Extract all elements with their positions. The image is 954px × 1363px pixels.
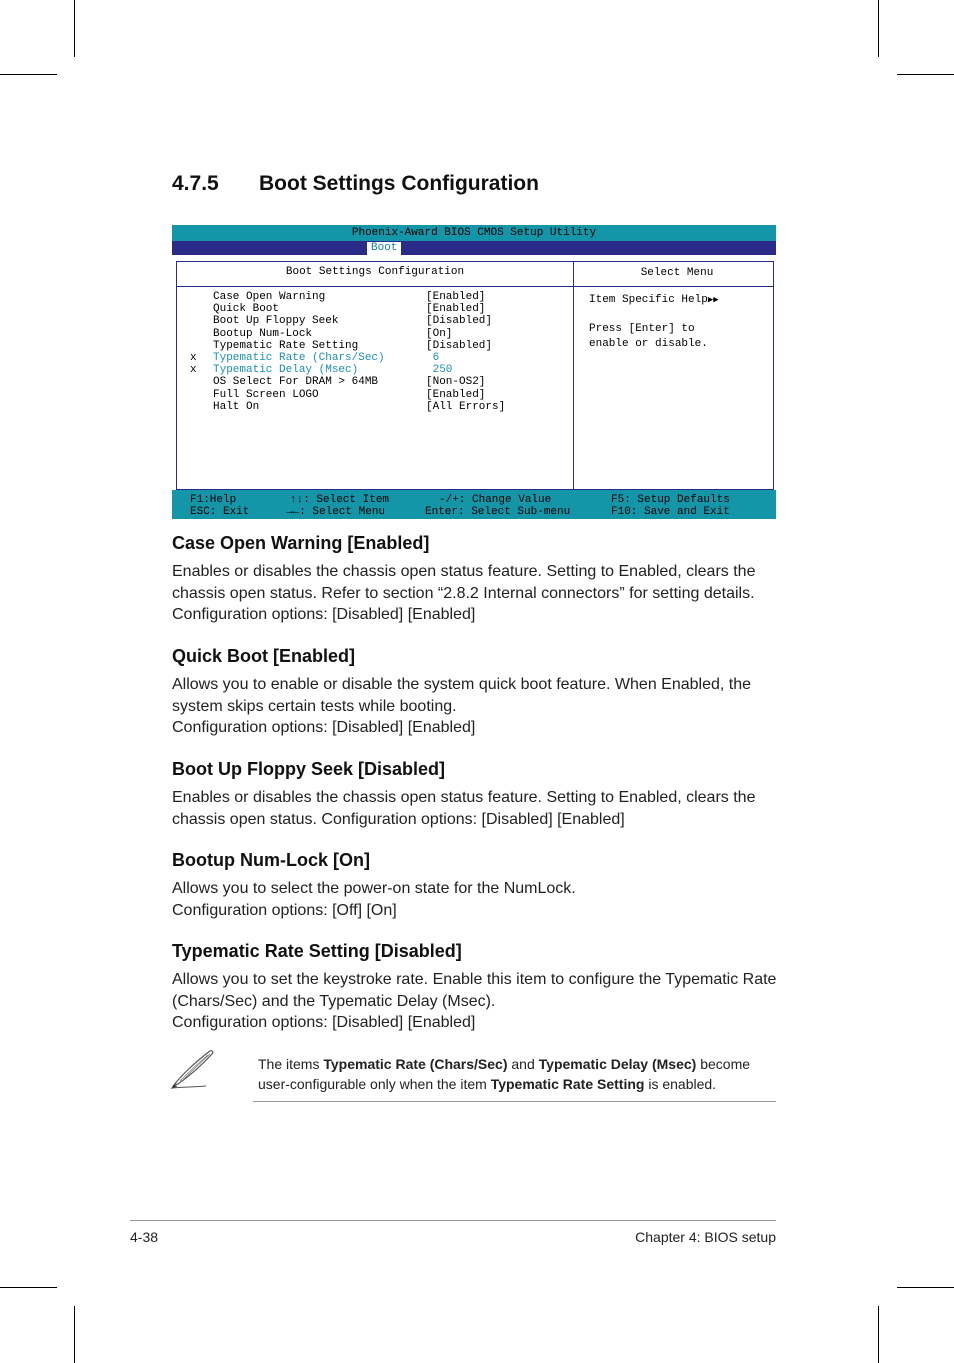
- crop-mark: [74, 1306, 75, 1363]
- bios-item-label: OS Select For DRAM > 64MB: [213, 376, 379, 389]
- key-select-item[interactable]: ↑↓: Select Item: [290, 494, 390, 506]
- bios-item-label: Case Open Warning: [213, 291, 326, 303]
- bios-item-label: Typematic Rate (Chars/Sec): [213, 352, 385, 364]
- key-setup-defaults[interactable]: F5: Setup Defaults: [611, 494, 730, 506]
- disabled-marker: x: [190, 364, 197, 377]
- desc-bootup-num-lock: Allows you to select the power-on state for the NumLock. Configuration options: [Off] [On]: [172, 880, 576, 919]
- heading-bootup-num-lock: Bootup Num-Lock [On]: [172, 850, 370, 870]
- desc-quick-boot: Allows you to enable or disable the system quick boot feature. When Enabled, the system skips certain tests while booting. Configuration options: [Disabled] [Enabled]: [172, 676, 752, 736]
- bios-item-label: Typematic Delay (Msec): [213, 364, 359, 377]
- bios-item-value[interactable]: [On]: [426, 327, 453, 340]
- bios-item-label: Typematic Rate Setting: [213, 339, 359, 352]
- key-save-exit[interactable]: F10: Save and Exit: [611, 506, 730, 518]
- bios-item-label: Full Screen LOGO: [213, 388, 319, 401]
- desc-case-open-warning: Enables or disables the chassis open status feature. Setting to Enabled, clears the chassis open status. Refer to section “2.8.2 Internal connectors” for setting details. Configuration options: [Disabled] [Enabled]: [172, 563, 756, 623]
- bios-screen: [172, 225, 776, 519]
- double-arrow-icon: ▶▶: [707, 295, 719, 305]
- key-select-menu[interactable]: →←: Select Menu: [286, 506, 386, 518]
- heading-quick-boot: Quick Boot [Enabled]: [172, 646, 356, 666]
- help-line-1: Item Specific Help▶▶: [589, 294, 719, 306]
- page-number: 4-38: [130, 1229, 159, 1245]
- heading-typematic-rate-setting: Typematic Rate Setting [Disabled]: [172, 941, 462, 961]
- bios-footer: [172, 490, 776, 519]
- bios-item-label: Halt On: [213, 400, 260, 413]
- section-title-text: Boot Settings Configuration: [259, 172, 539, 195]
- crop-mark: [74, 0, 75, 57]
- disabled-marker: x: [190, 352, 197, 364]
- bios-menu-bar: [172, 241, 776, 255]
- bios-item-label: Boot Up Floppy Seek: [213, 315, 339, 328]
- section-number: 4.7.5: [172, 172, 219, 195]
- panel-divider: [573, 261, 574, 489]
- bios-item-label: Quick Boot: [213, 303, 280, 316]
- chapter-label: Chapter 4: BIOS setup: [635, 1229, 776, 1245]
- key-select-submenu[interactable]: Enter: Select Sub-menu: [425, 506, 571, 518]
- heading-case-open-warning: Case Open Warning [Enabled]: [172, 533, 430, 553]
- tab-boot[interactable]: Boot: [367, 242, 401, 255]
- crop-mark: [878, 1306, 879, 1363]
- bios-item-value[interactable]: [Enabled]: [426, 291, 486, 303]
- key-change-value[interactable]: -/+: Change Value: [439, 494, 552, 506]
- crop-mark: [897, 1287, 954, 1288]
- bios-item-value[interactable]: 6: [426, 352, 440, 364]
- key-help[interactable]: F1:Help: [190, 494, 237, 506]
- bios-item-value[interactable]: 250: [426, 364, 453, 377]
- panel-header-divider: [176, 286, 774, 287]
- note-divider: [253, 1101, 776, 1102]
- section-title: [172, 172, 539, 196]
- pencil-note-icon: [170, 1047, 216, 1089]
- help-line-2: Press [Enter] to: [589, 323, 695, 335]
- bios-item-value[interactable]: [Enabled]: [426, 388, 486, 401]
- bios-item-value[interactable]: [Non-OS2]: [426, 376, 486, 389]
- crop-mark: [0, 1287, 57, 1288]
- bios-title-bar: Phoenix-Award BIOS CMOS Setup Utility: [172, 225, 776, 241]
- help-line-3: enable or disable.: [589, 338, 708, 350]
- crop-mark: [878, 0, 879, 57]
- crop-mark: [897, 74, 954, 75]
- desc-typematic-rate-setting: Allows you to set the keystroke rate. Enable this item to configure the Typematic Rate (Chars/Sec) and the Typematic Delay (Msec). Configuration options: [Disabled] [Enabled]: [172, 971, 777, 1031]
- bios-item-value[interactable]: [Disabled]: [426, 339, 493, 352]
- bios-item-value[interactable]: [Enabled]: [426, 303, 486, 316]
- key-exit[interactable]: ESC: Exit: [190, 506, 250, 518]
- bios-item-value[interactable]: [All Errors]: [426, 400, 506, 413]
- footer-divider: [130, 1220, 776, 1221]
- crop-mark: [0, 74, 57, 75]
- note-text: The items Typematic Rate (Chars/Sec) and Typematic Delay (Msec) become user-configurable only when the item Typematic Rate Setting is enabled.: [258, 1056, 751, 1092]
- right-panel-header: Select Menu: [640, 267, 714, 279]
- bios-item-label: Bootup Num-Lock: [213, 327, 313, 340]
- bios-item-value[interactable]: [Disabled]: [426, 315, 493, 328]
- left-panel-header: Boot Settings Configuration: [285, 266, 465, 278]
- desc-boot-up-floppy-seek: Enables or disables the chassis open status feature. Setting to Enabled, clears the chassis open status. Configuration options: [Disabled] [Enabled]: [172, 789, 756, 828]
- heading-boot-up-floppy-seek: Boot Up Floppy Seek [Disabled]: [172, 759, 446, 779]
